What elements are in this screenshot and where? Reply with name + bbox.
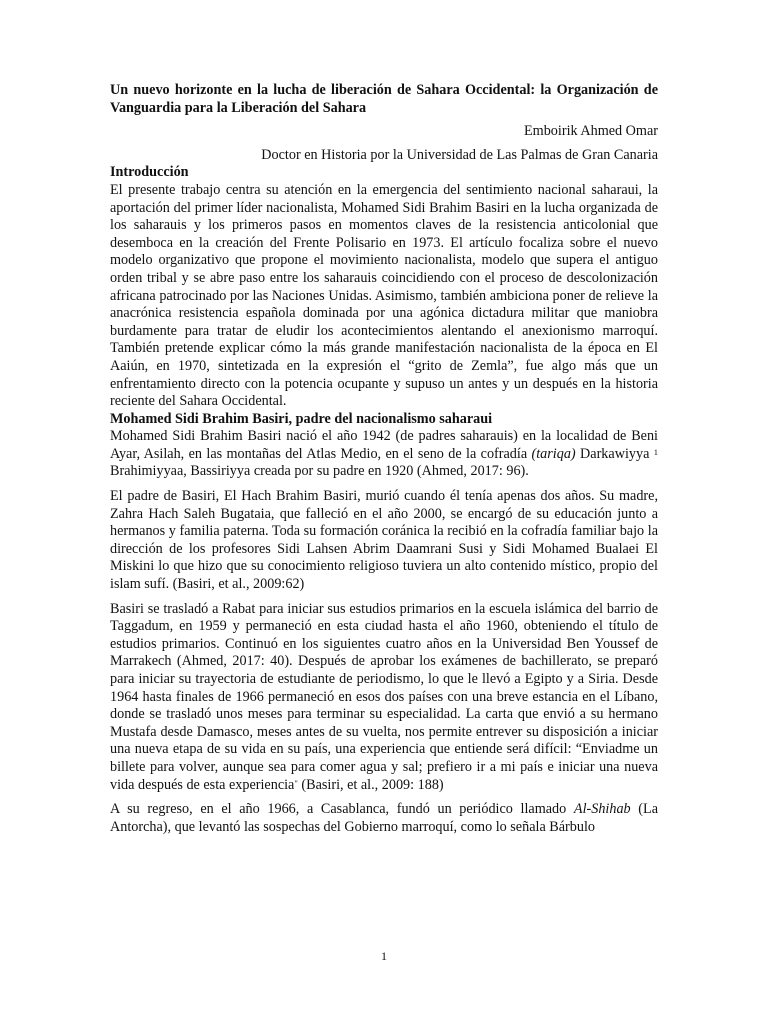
paragraph-text: Basiri se trasladó a Rabat para iniciar sus estudios primarios en la escuela islámica del barrio de Taggadum, en 1959 y permaneció en esta ciudad hasta el año 1960, obteniendo el título de estudios primarios. Continuó en los siguientes cuatro años en la Universidad Ben Youssef de Marrakech (Ahmed, 2017: 40). Después de aprobar los exámenes de bachillerato, se preparó para iniciar su trayectoria de estudiante de periodismo, lo que le llevó a Egipto y a Siria. Desde 1964 hasta finales de 1966 permaneció en esos dos países con una breve estancia en el Líbano, donde se trasladó unos meses para terminar su especialidad. La carta que envió a su hermano Mustafa desde Damasco, meses antes de su vuelta, nos permite entrever su disposición a iniciar una nueva etapa de su vida en su país, una experiencia que entiende será difícil: “Enviadme un billete para volver, aunque sea para comer agua y sal; prefiero ir a mi país e iniciar una nueva vida después de esta experiencia bbox=[110, 600, 658, 793]
paragraph-text: Darkawiyya bbox=[575, 445, 654, 462]
intro-paragraph: El presente trabajo centra su atención en la emergencia del sentimiento nacional saharaui, la aportación del primer líder nacionalista, Mohamed Sidi Brahim Basiri en la lucha organizada de los saharauis y los primeros pasos en momentos claves de la resistencia anticolonial que desemboca en la creación del Frente Polisario en 1973. El artículo focaliza sobre el nuevo modelo organizativo que propone el movimiento nacionalista, modelo que supera el antiguo orden tribal y se abre paso entre los saharauis coincidiendo con el proceso de descolonización africana patrocinado por las Naciones Unidas. Asimismo, también ambiciona poner de relieve la anacrónica resistencia española dominada por una agónica dictadura militar que maniobra burdamente para tratar de eludir los acontecimientos alentando el anexionismo marroquí. También pretende explicar cómo la más grande manifestación nacionalista de la época en El Aaiún, en 1970, sintetizada en la expresión el “grito de Zemla”, fue algo más que un enfrentamiento directo con la potencia ocupante y supuso un antes y un después en la historia reciente del Sahara Occidental. bbox=[110, 181, 658, 410]
footnote-marker[interactable]: 1 bbox=[653, 446, 658, 457]
paragraph-birth bbox=[110, 428, 658, 481]
paragraph-text: Brahimiyyaa, Bassiriyya creada por su padre en 1920 (Ahmed, 2017: 96). bbox=[110, 463, 529, 480]
italic-term: (tariqa) bbox=[531, 445, 576, 462]
paragraph-text: Mohamed Sidi Brahim Basiri nació el año 1942 (de padres saharauis) en la localidad de Beni Ayar, Asilah, en las montañas del Atlas Medio, en el seno de la cofradía bbox=[110, 428, 658, 462]
quote-mark: " bbox=[294, 777, 298, 788]
paragraph-text: (Basiri, et al., 2009: 188) bbox=[297, 776, 444, 793]
paragraph-text: A su regreso, en el año 1966, a Casablanca, fundó un periódico llamado bbox=[110, 801, 574, 818]
section-heading-basiri: Mohamed Sidi Brahim Basiri, padre del nacionalismo saharaui bbox=[110, 410, 493, 427]
paragraph-text: (La Antorcha), que levantó las sospechas del Gobierno marroquí, como lo señala Bárbulo bbox=[110, 801, 658, 835]
section-heading-introduction: Introducción bbox=[110, 164, 189, 181]
paragraph-return bbox=[110, 801, 658, 836]
author-affiliation: Doctor en Historia por la Universidad de Las Palmas de Gran Canaria bbox=[261, 146, 658, 163]
paragraph-father: El padre de Basiri, El Hach Brahim Basiri, murió cuando él tenía apenas dos años. Su madre, Zahra Hach Saleh Bugataia, que falleció en el año 2000, se encargó de su educación junto a hermanos y familia paterna. Toda su formación coránica la recibió en la cofradía familiar bajo la dirección de los profesores Sidi Lahsen Abrim Daamrani Susi y Sidi Mohamed Bualaei El Miskini lo que hizo que su conocimiento religioso tuviera un alto contenido místico, propio del islam sufí. (Basiri, et al., 2009:62) bbox=[110, 488, 658, 593]
paragraph-studies bbox=[110, 601, 658, 795]
document-title: Un nuevo horizonte en la lucha de liberación de Sahara Occidental: la Organización de Vanguardia para la Liberación del Sahara bbox=[110, 82, 658, 116]
italic-term: Al-Shihab bbox=[573, 801, 631, 818]
document-page bbox=[110, 82, 658, 836]
author-name: Emboirik Ahmed Omar bbox=[524, 123, 658, 140]
page-number: 1 bbox=[381, 949, 387, 963]
